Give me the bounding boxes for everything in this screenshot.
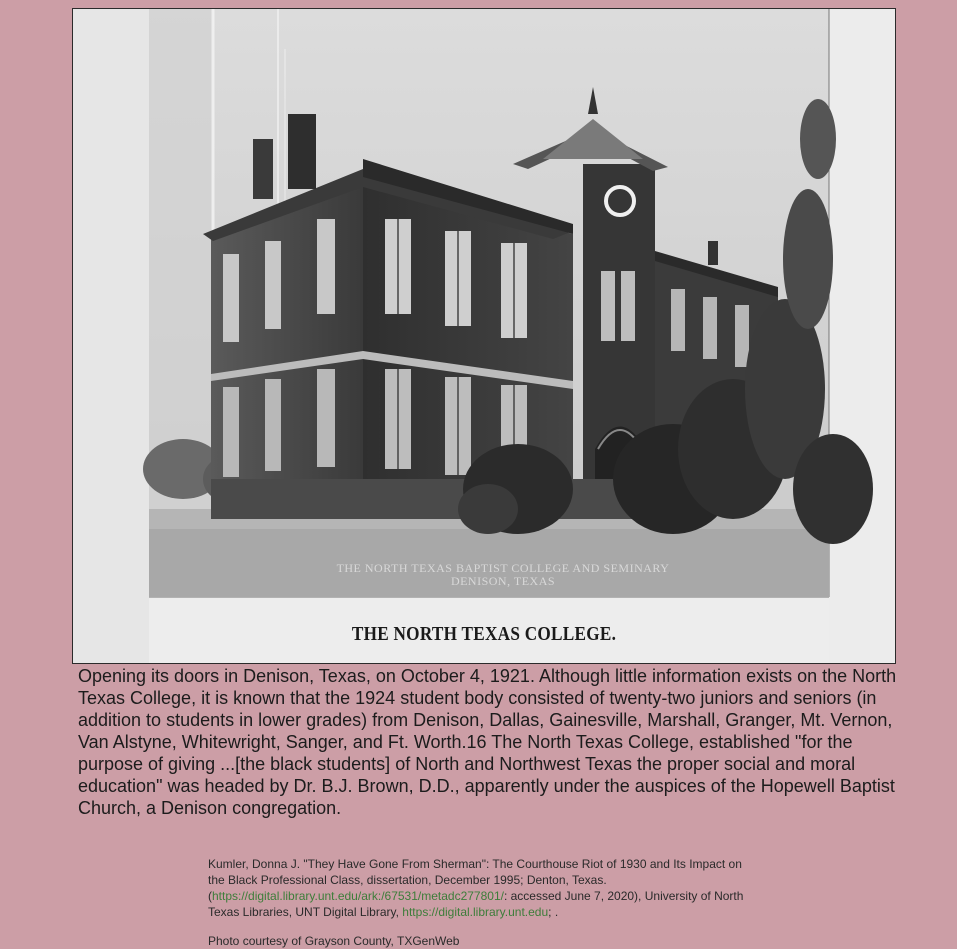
engraved-caption-line1: THE NORTH TEXAS BAPTIST COLLEGE AND SEMINARY	[336, 561, 670, 575]
photo-credit: Photo courtesy of Grayson County, TXGenWeb	[208, 934, 460, 948]
citation-link-ark[interactable]: https://digital.library.unt.edu/ark:/67531/metadc277801/	[212, 889, 504, 903]
body-text: Opening its doors in Denison, Texas, on October 4, 1921. Although little information exists on the North Texas College, it is known that the 1924 student body consisted of twenty-two juniors and seniors (in addition to students in lower grades) from Denison, Dallas, Gainesville, Marshall, Granger, Mt. Vernon, Van Alstyne, Whitewright, Sanger, and Ft. Worth.16 The North Texas College, established "for the purpose of giving ...[the black students] of North and Northwest Texas the proper social and moral education" was headed by Dr. B.J. Brown, D.D., apparently under the auspices of the Hopewell Baptist Church, a Denison congregation.	[78, 666, 897, 818]
citation-link-unt[interactable]: https://digital.library.unt.edu	[402, 905, 549, 919]
engraved-caption	[293, 562, 713, 588]
historic-photo	[72, 8, 896, 664]
citation-text-start: Kumler, Donna J. "They Have Gone From Sherman": The Courthouse Riot of 1930 and Its Impact on the Black Professional Class, dissertation, December 1995; Denton, Texas. (	[208, 857, 742, 903]
citation	[208, 856, 748, 920]
photo-title: THE NORTH TEXAS COLLEGE.	[351, 623, 617, 645]
engraved-caption-line2: DENISON, TEXAS	[450, 574, 556, 588]
citation-text-end: ; .	[548, 905, 559, 919]
citation-text-middle: : accessed June 7, 2020), University of North Texas Libraries, UNT Digital Library,	[208, 889, 744, 919]
